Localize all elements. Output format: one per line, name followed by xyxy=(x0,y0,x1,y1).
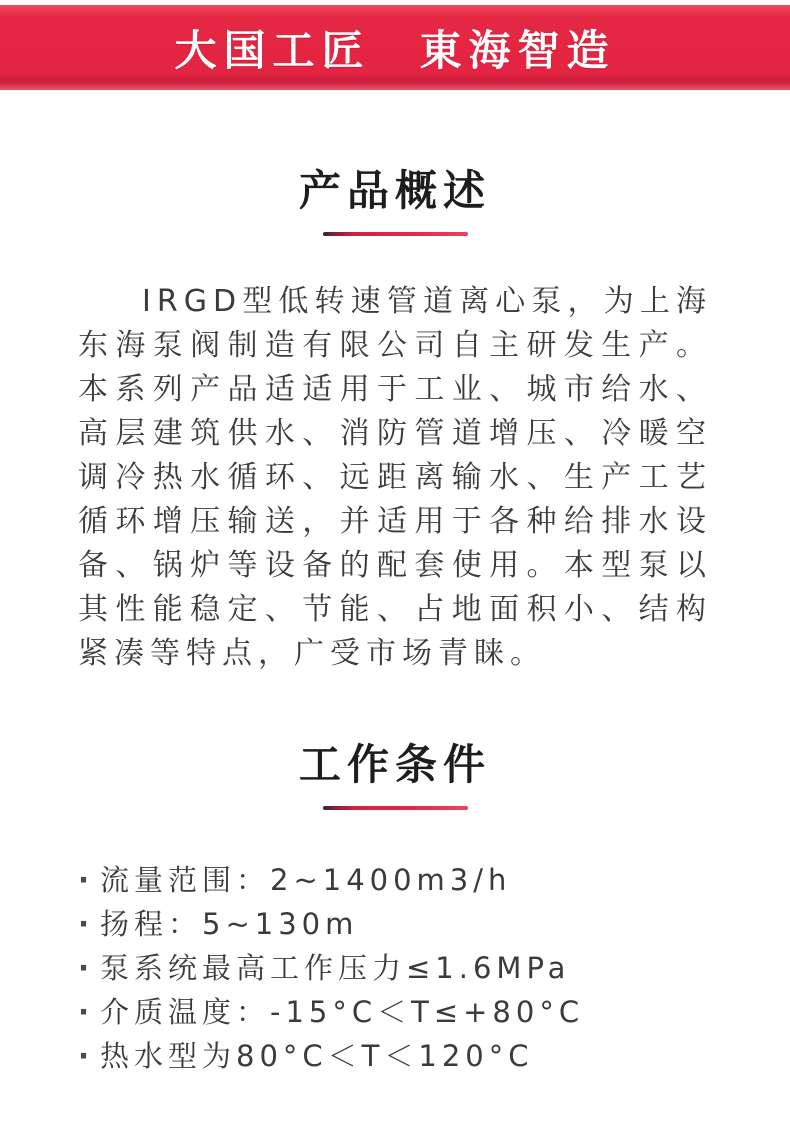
list-item xyxy=(78,902,740,946)
overview-section-title: 产品概述 xyxy=(298,166,491,215)
title-underline xyxy=(323,806,468,810)
bullet-dot: · xyxy=(78,951,95,985)
section-product-overview xyxy=(0,166,790,676)
product-description: IRGD型低转速管道离心泵，为上海东海泵阀制造有限公司自主研发生产。本系列产品适适用于工业、城市给水、高层建筑供水、消防管道增压、冷暖空调冷热水循环、远距离输水、生产工艺循环增压输送，并适用于各种给排水设备、锅炉等设备的配套使用。本型泵以其性能稳定、节能、占地面积小、结构紧凑等特点，广受市场青睐。 xyxy=(78,284,712,671)
list-item xyxy=(78,858,740,902)
bullet-dot: · xyxy=(78,995,95,1029)
list-item xyxy=(78,946,740,990)
section-working-conditions xyxy=(0,740,790,1078)
bullet-dot: · xyxy=(78,907,95,941)
list-item xyxy=(78,990,740,1034)
condition-text: 热水型为80°C＜T＜120°C xyxy=(100,1039,534,1073)
title-underline xyxy=(323,232,468,236)
working-conditions-list xyxy=(0,858,790,1078)
banner-title: 大国工匠 東海智造 xyxy=(174,25,616,75)
condition-text: 扬程：5~130m xyxy=(100,907,359,941)
list-item xyxy=(78,1034,740,1078)
condition-text: 泵系统最高工作压力≤1.6MPa xyxy=(100,951,571,985)
working-conditions-section-title: 工作条件 xyxy=(298,740,491,789)
condition-text: 介质温度：-15°C＜T≤+80°C xyxy=(100,995,585,1029)
bullet-dot: · xyxy=(78,1039,95,1073)
header-banner xyxy=(0,5,790,90)
condition-text: 流量范围：2~1400m3/h xyxy=(100,863,512,897)
bullet-dot: · xyxy=(78,863,95,897)
page xyxy=(0,5,790,1078)
